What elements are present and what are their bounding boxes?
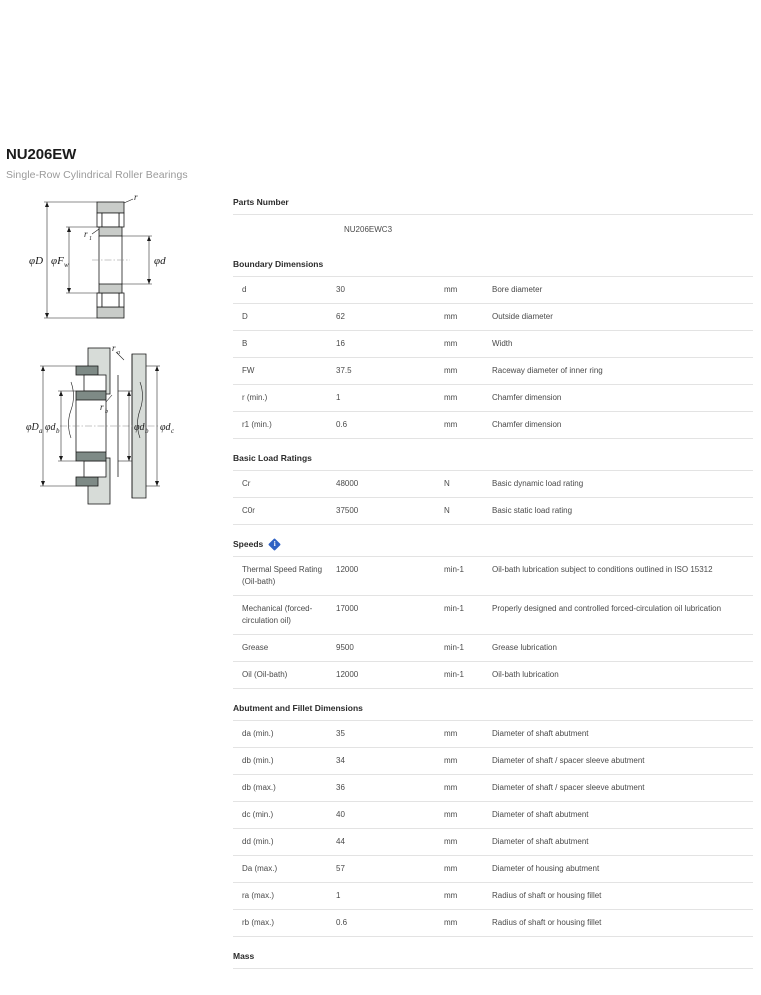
- row-label: d: [242, 285, 247, 294]
- row-label: D: [242, 312, 248, 321]
- section-title-label: Mass: [233, 951, 255, 961]
- section-basic-load-ratings: [233, 452, 753, 525]
- section-title-label: Parts Number: [233, 197, 289, 207]
- row-label: Thermal Speed Rating (Oil-bath): [242, 565, 323, 586]
- label-rb: r: [100, 402, 104, 412]
- table-row: [233, 910, 753, 937]
- row-label: rb (max.): [242, 918, 274, 927]
- part-number-value: NU206EWC3: [344, 225, 393, 234]
- table-row: [233, 304, 753, 331]
- row-unit: mm: [444, 837, 458, 846]
- row-unit: mm: [444, 312, 458, 321]
- row-unit: mm: [444, 420, 458, 429]
- svg-text:a: a: [39, 427, 43, 435]
- table-row: [233, 471, 753, 498]
- section-parts-number: [233, 196, 753, 245]
- table-row: [233, 662, 753, 689]
- row-unit: mm: [444, 366, 458, 375]
- table-row: [233, 358, 753, 385]
- row-label: db (max.): [242, 783, 276, 792]
- label-phi-db-left: φd: [45, 422, 56, 433]
- speeds-table: [233, 556, 753, 689]
- table-row: [233, 557, 753, 596]
- section-speeds: [233, 538, 753, 689]
- row-label: r (min.): [242, 393, 268, 402]
- bearing-mounting-drawing: [0, 340, 225, 515]
- row-description: Basic dynamic load rating: [492, 479, 584, 488]
- row-description: Radius of shaft or housing fillet: [492, 891, 602, 900]
- svg-text:1: 1: [89, 236, 92, 242]
- row-unit: mm: [444, 393, 458, 402]
- table-row: [233, 385, 753, 412]
- row-label: da (min.): [242, 729, 274, 738]
- svg-text:b: b: [105, 409, 108, 415]
- row-description: Outside diameter: [492, 312, 553, 321]
- svg-text:w: w: [64, 261, 69, 269]
- row-unit: mm: [444, 285, 458, 294]
- table-row: [233, 635, 753, 662]
- table-row: [233, 721, 753, 748]
- row-value: 12000: [336, 670, 359, 679]
- page-subtitle: Single-Row Cylindrical Roller Bearings: [6, 169, 188, 181]
- technical-drawings: [0, 190, 225, 515]
- row-label: B: [242, 339, 248, 348]
- label-phi-Da: φD: [26, 422, 39, 433]
- row-label: db (min.): [242, 756, 274, 765]
- row-unit: mm: [444, 339, 458, 348]
- row-label: Cr: [242, 479, 251, 488]
- row-value: 37500: [336, 506, 359, 515]
- row-value: 0.6: [336, 420, 348, 429]
- row-label: FW: [242, 366, 255, 375]
- table-row: [233, 498, 753, 525]
- row-description: Width: [492, 339, 513, 348]
- row-value: 1: [336, 891, 341, 900]
- row-value: 12000: [336, 565, 359, 574]
- row-label: Mechanical (forced-circulation oil): [242, 604, 313, 625]
- row-unit: min-1: [444, 604, 465, 613]
- row-label: Oil (Oil-bath): [242, 670, 288, 679]
- row-value: 30: [336, 285, 345, 294]
- row-description: Properly designed and controlled forced-circulation oil lubrication: [492, 604, 722, 613]
- row-label: Grease: [242, 643, 269, 652]
- abutment-fillet-dimensions-table: [233, 720, 753, 937]
- row-label: Da (max.): [242, 864, 278, 873]
- svg-text:b: b: [145, 427, 149, 435]
- row-description: Diameter of shaft abutment: [492, 810, 589, 819]
- table-row: [233, 412, 753, 439]
- basic-load-ratings-table: [233, 470, 753, 525]
- table-row: [233, 856, 753, 883]
- boundary-dimensions-table: [233, 276, 753, 439]
- table-row: [233, 883, 753, 910]
- row-value: 44: [336, 837, 345, 846]
- page-title: NU206EW: [6, 146, 77, 163]
- row-unit: N: [444, 506, 450, 515]
- mass-table-rule: [233, 968, 753, 982]
- row-unit: min-1: [444, 565, 465, 574]
- row-value: 16: [336, 339, 345, 348]
- row-description: Chamfer dimension: [492, 420, 562, 429]
- section-title-label: Abutment and Fillet Dimensions: [233, 703, 363, 713]
- row-description: Raceway diameter of inner ring: [492, 366, 603, 375]
- row-label: dd (min.): [242, 837, 274, 846]
- row-description: Grease lubrication: [492, 643, 557, 652]
- table-row: [233, 802, 753, 829]
- section-title-label: Speeds: [233, 539, 264, 549]
- label-phi-d: φd: [154, 255, 166, 267]
- row-value: 1: [336, 393, 341, 402]
- label-phi-dc: φd: [160, 422, 171, 433]
- row-unit: mm: [444, 918, 458, 927]
- row-unit: min-1: [444, 643, 465, 652]
- row-value: 9500: [336, 643, 354, 652]
- info-icon[interactable]: [269, 539, 280, 550]
- row-unit: mm: [444, 756, 458, 765]
- svg-text:b: b: [56, 427, 60, 435]
- svg-text:c: c: [171, 427, 175, 435]
- row-unit: mm: [444, 729, 458, 738]
- svg-text:a: a: [117, 350, 120, 356]
- row-description: Diameter of shaft abutment: [492, 729, 589, 738]
- row-description: Oil-bath lubrication subject to conditions outlined in ISO 15312: [492, 565, 713, 574]
- row-description: Oil-bath lubrication: [492, 670, 559, 679]
- row-value: 37.5: [336, 366, 352, 375]
- row-value: 48000: [336, 479, 359, 488]
- label-phi-db-right: φd: [134, 422, 145, 433]
- row-label: C0r: [242, 506, 255, 515]
- row-unit: mm: [444, 891, 458, 900]
- parts-number-table: [233, 214, 753, 245]
- row-description: Bore diameter: [492, 285, 543, 294]
- row-label: r1 (min.): [242, 420, 272, 429]
- section-abutment-fillet-dimensions: [233, 702, 753, 937]
- row-description: Diameter of shaft abutment: [492, 837, 589, 846]
- row-description: Diameter of shaft / spacer sleeve abutment: [492, 783, 645, 792]
- row-description: Diameter of housing abutment: [492, 864, 600, 873]
- row-value: 17000: [336, 604, 359, 613]
- table-row: [233, 748, 753, 775]
- table-row: [233, 596, 753, 635]
- row-label: ra (max.): [242, 891, 274, 900]
- table-row: [233, 215, 753, 246]
- row-label: dc (min.): [242, 810, 274, 819]
- row-unit: mm: [444, 783, 458, 792]
- specifications: [233, 196, 753, 995]
- label-phi-D: φD: [29, 255, 44, 267]
- row-unit: N: [444, 479, 450, 488]
- row-value: 57: [336, 864, 345, 873]
- label-r1: r: [84, 229, 88, 239]
- spacer-cell: [233, 215, 344, 246]
- section-title-basic-load-ratings: [233, 452, 753, 464]
- table-row: [233, 829, 753, 856]
- info-icon-glyph: i: [273, 539, 276, 548]
- page-header: [6, 146, 188, 182]
- section-title-abutment-fillet-dimensions: [233, 702, 753, 714]
- section-title-boundary-dimensions: [233, 258, 753, 270]
- table-row: [233, 331, 753, 358]
- row-value: 40: [336, 810, 345, 819]
- label-ra: r: [112, 343, 116, 353]
- section-title-label: Basic Load Ratings: [233, 453, 312, 463]
- row-value: 35: [336, 729, 345, 738]
- section-title-label: Boundary Dimensions: [233, 259, 324, 269]
- label-phi-Fw: φF: [51, 255, 64, 267]
- row-value: 34: [336, 756, 345, 765]
- table-row: [233, 277, 753, 304]
- bearing-cross-section-drawing: [0, 190, 225, 340]
- row-value: 62: [336, 312, 345, 321]
- row-description: Chamfer dimension: [492, 393, 562, 402]
- row-unit: mm: [444, 810, 458, 819]
- section-title-parts-number: [233, 196, 753, 208]
- row-description: Radius of shaft or housing fillet: [492, 918, 602, 927]
- label-r: r: [134, 192, 138, 202]
- row-unit: min-1: [444, 670, 465, 679]
- row-description: Basic static load rating: [492, 506, 573, 515]
- row-value: 36: [336, 783, 345, 792]
- section-title-speeds: [233, 538, 753, 550]
- table-row: [233, 775, 753, 802]
- row-unit: mm: [444, 864, 458, 873]
- row-description: Diameter of shaft / spacer sleeve abutment: [492, 756, 645, 765]
- section-title-mass: [233, 950, 753, 962]
- section-mass: [233, 950, 753, 982]
- section-boundary-dimensions: [233, 258, 753, 439]
- row-value: 0.6: [336, 918, 348, 927]
